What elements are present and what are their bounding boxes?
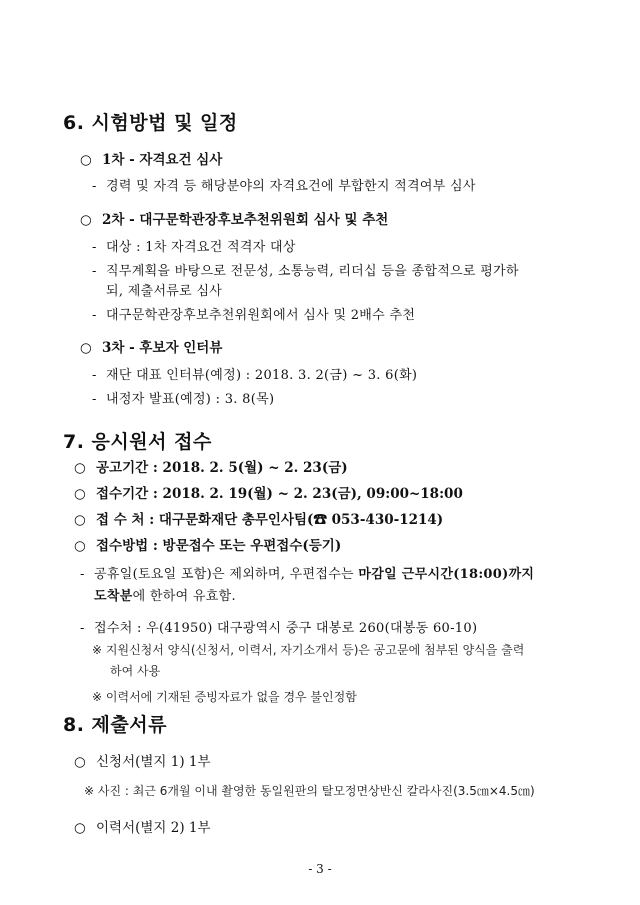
section-6-step-2: ○ 2차 - 대구문학관장후보추천위원회 심사 및 추천 <box>80 212 389 228</box>
reception-office: ○ 접 수 처 : 대구문화재단 총무인사팀(☎ 053-430-1214) <box>74 512 444 528</box>
dash-bullet: - <box>92 368 97 383</box>
dash-bullet: - <box>92 308 97 323</box>
photo-note: ※ 사진 : 최근 6개월 이내 촬영한 동일원판의 탈모정면상반신 칼라사진(3.5㎝×4.5㎝) <box>84 784 535 798</box>
section-6-step-3: ○ 3차 - 후보자 인터뷰 <box>80 340 223 356</box>
note-mark: ※ <box>92 690 103 704</box>
application-form: ○ 신청서(별지 1) 1부 <box>74 754 211 770</box>
circle-bullet: ○ <box>80 152 92 168</box>
form-note-cont: 하여 사용 <box>110 664 161 678</box>
section-8-title: 8. 제출서류 <box>63 714 167 736</box>
step-1-detail: - 경력 및 자격 등 해당분야의 자격요건에 부합한지 적격여부 심사 <box>92 179 476 194</box>
step-2-detail-1: - 대상 : 1차 자격요건 적격자 대상 <box>92 240 296 255</box>
step-3-detail-2: - 내정자 발표(예정) : 3. 8(목) <box>92 392 275 407</box>
circle-bullet: ○ <box>74 460 86 476</box>
section-7-title: 7. 응시원서 접수 <box>63 431 212 453</box>
step-2-detail-3: - 대구문학관장후보추천위원회에서 심사 및 2배수 추천 <box>92 308 416 323</box>
step-3-detail-1: - 재단 대표 인터뷰(예정) : 2018. 3. 2(금) ~ 3. 6(화) <box>92 368 418 383</box>
note-mark: ※ <box>92 643 103 657</box>
dash-bullet: - <box>80 621 85 636</box>
section-6-title: 6. 시험방법 및 일정 <box>63 112 238 134</box>
step-2-detail-2: - 직무계획을 바탕으로 전문성, 소통능력, 리더십 등을 종합적으로 평가하 <box>92 264 519 279</box>
note-mark: ※ <box>84 784 95 798</box>
dash-bullet: - <box>80 567 85 582</box>
evidence-note: ※ 이력서에 기재된 증빙자료가 없을 경우 불인정함 <box>92 690 357 704</box>
circle-bullet: ○ <box>80 212 92 228</box>
page-number: - 3 - <box>308 862 332 876</box>
dash-bullet: - <box>92 264 97 279</box>
dash-bullet: - <box>92 240 97 255</box>
circle-bullet: ○ <box>74 820 86 836</box>
circle-bullet: ○ <box>74 486 86 502</box>
circle-bullet: ○ <box>80 340 92 356</box>
dash-bullet: - <box>92 179 97 194</box>
postal-address: - 접수처 : 우(41950) 대구광역시 중구 대봉로 260(대봉동 60-10) <box>80 621 478 636</box>
resume-form: ○ 이력서(별지 2) 1부 <box>74 820 211 836</box>
announce-period: ○ 공고기간 : 2018. 2. 5(월) ~ 2. 23(금) <box>74 460 348 476</box>
holiday-note: - 공휴일(토요일 포함)은 제외하며, 우편접수는 마감일 근무시간(18:00)까지 <box>80 567 535 582</box>
dash-bullet: - <box>92 392 97 407</box>
reception-period: ○ 접수기간 : 2018. 2. 19(월) ~ 2. 23(금), 09:00~18:00 <box>74 486 463 502</box>
step-2-detail-2-cont: 되, 제출서류로 심사 <box>106 284 223 299</box>
reception-method: ○ 접수방법 : 방문접수 또는 우편접수(등기) <box>74 538 342 554</box>
circle-bullet: ○ <box>74 538 86 554</box>
circle-bullet: ○ <box>74 754 86 770</box>
form-note: ※ 지원신청서 양식(신청서, 이력서, 자기소개서 등)은 공고문에 첨부된 양식을 출력 <box>92 643 525 657</box>
circle-bullet: ○ <box>74 512 86 528</box>
holiday-note-cont: 도착분에 한하여 유효함. <box>94 589 236 604</box>
section-6-step-1: ○ 1차 - 자격요건 심사 <box>80 152 223 168</box>
